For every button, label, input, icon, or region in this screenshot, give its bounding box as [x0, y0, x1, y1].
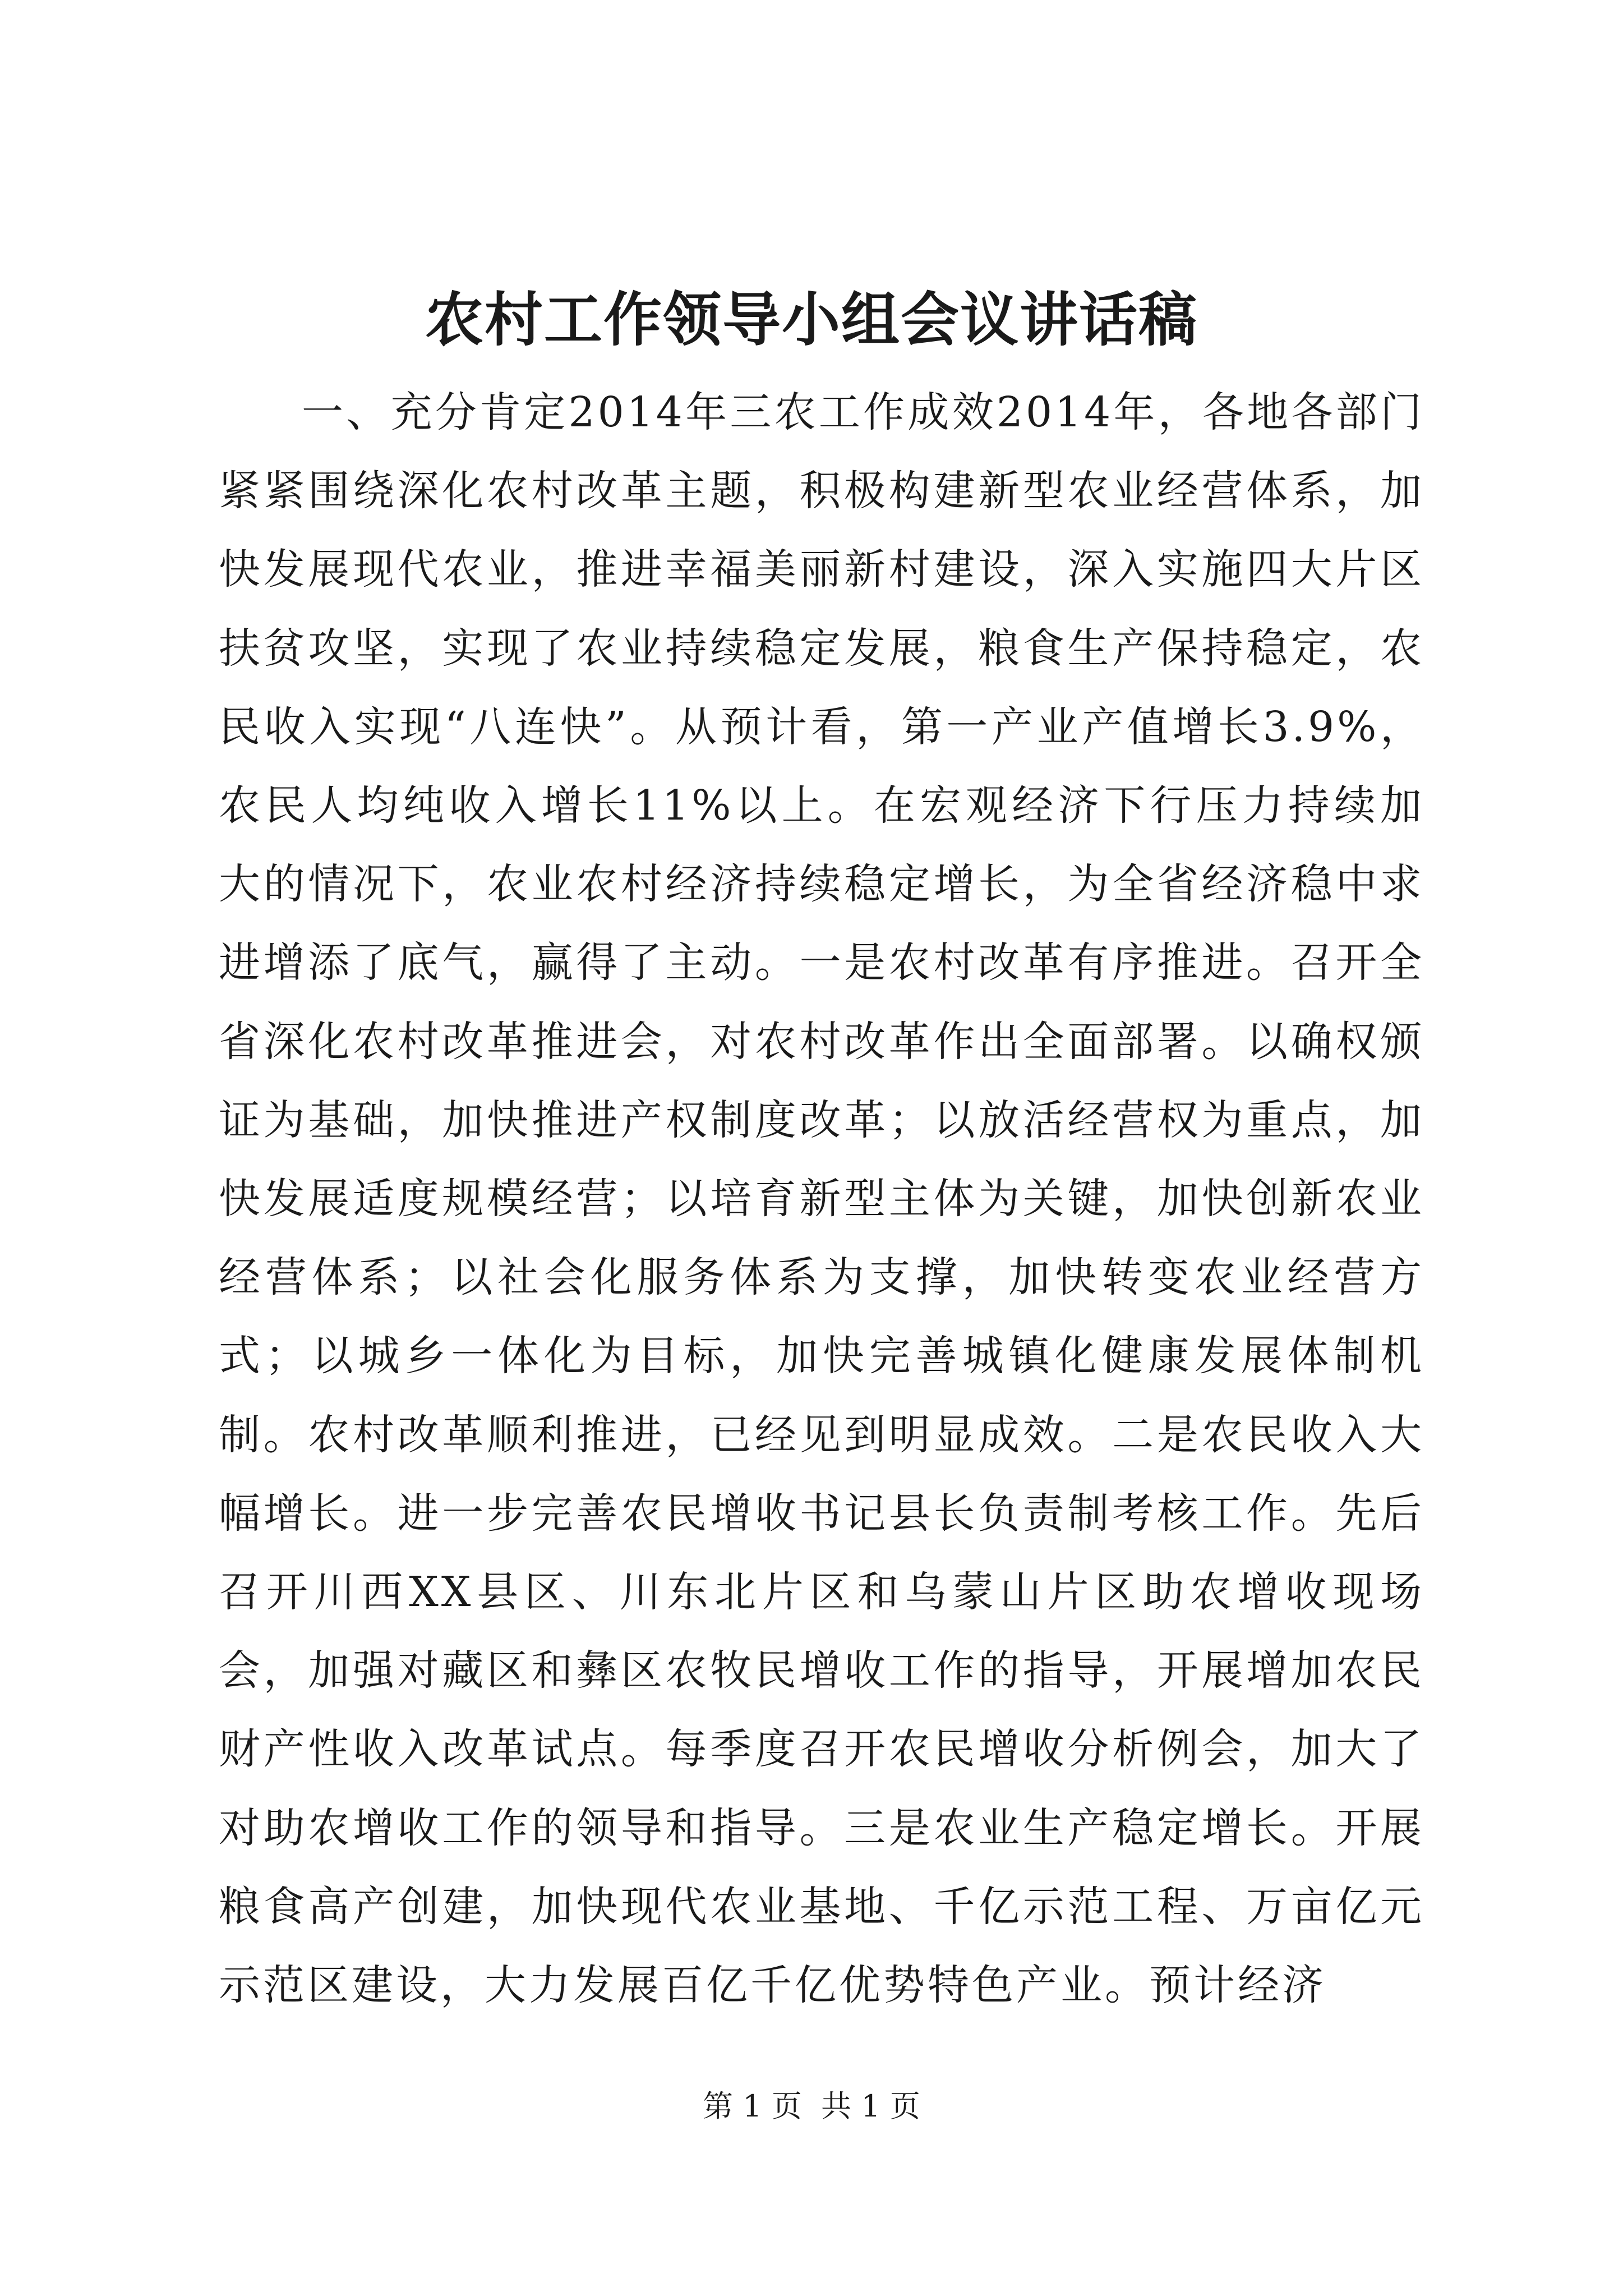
page-number-label: 第 1 页 共 1 页 [703, 2088, 920, 2124]
page-footer [0, 2087, 1623, 2126]
document-title: 农村工作领导小组会议讲话稿 [425, 285, 1198, 354]
body-paragraph: 一、充分肯定2014年三农工作成效2014年，各地各部门紧紧围绕深化农村改革主题，积极构建新型农业经营体系，加快发展现代农业，推进幸福美丽新村建设，深入实施四大片区扶贫攻坚，实现了农业持续稳定发展，粮食生产保持稳定，农民收入实现“八连快”。从预计看，第一产业产值增长3.9%，农民人均纯收入增长11%以上。在宏观经济下行压力持续加大的情况下，农业农村经济持续稳定增长，为全省经济稳中求进增添了底气，赢得了主动。一是农村改革有序推进。召开全省深化农村改革推进会，对农村改革作出全面部署。以确权颁证为基础，加快推进产权制度改革；以放活经营权为重点，加快发展适度规模经营；以培育新型主体为关键，加快创新农业经营体系；以社会化服务体系为支撑，加快转变农业经营方式；以城乡一体化为目标，加快完善城镇化健康发展体制机制。农村改革顺利推进，已经见到明显成效。二是农民收入大幅增长。进一步完善农民增收书记县长负责制考核工作。先后召开川西XX县区、川东北片区和乌蒙山片区助农增收现场会，加强对藏区和彝区农牧民增收工作的指导，开展增加农民财产性收入改革试点。每季度召开农民增收分析例会，加大了对助农增收工作的领导和指导。三是农业生产稳定增长。开展粮食高产创建，加快现代农业基地、千亿示范工程、万亩亿元示范区建设，大力发展百亿千亿优势特色产业。预计经济 [219, 388, 1424, 2010]
